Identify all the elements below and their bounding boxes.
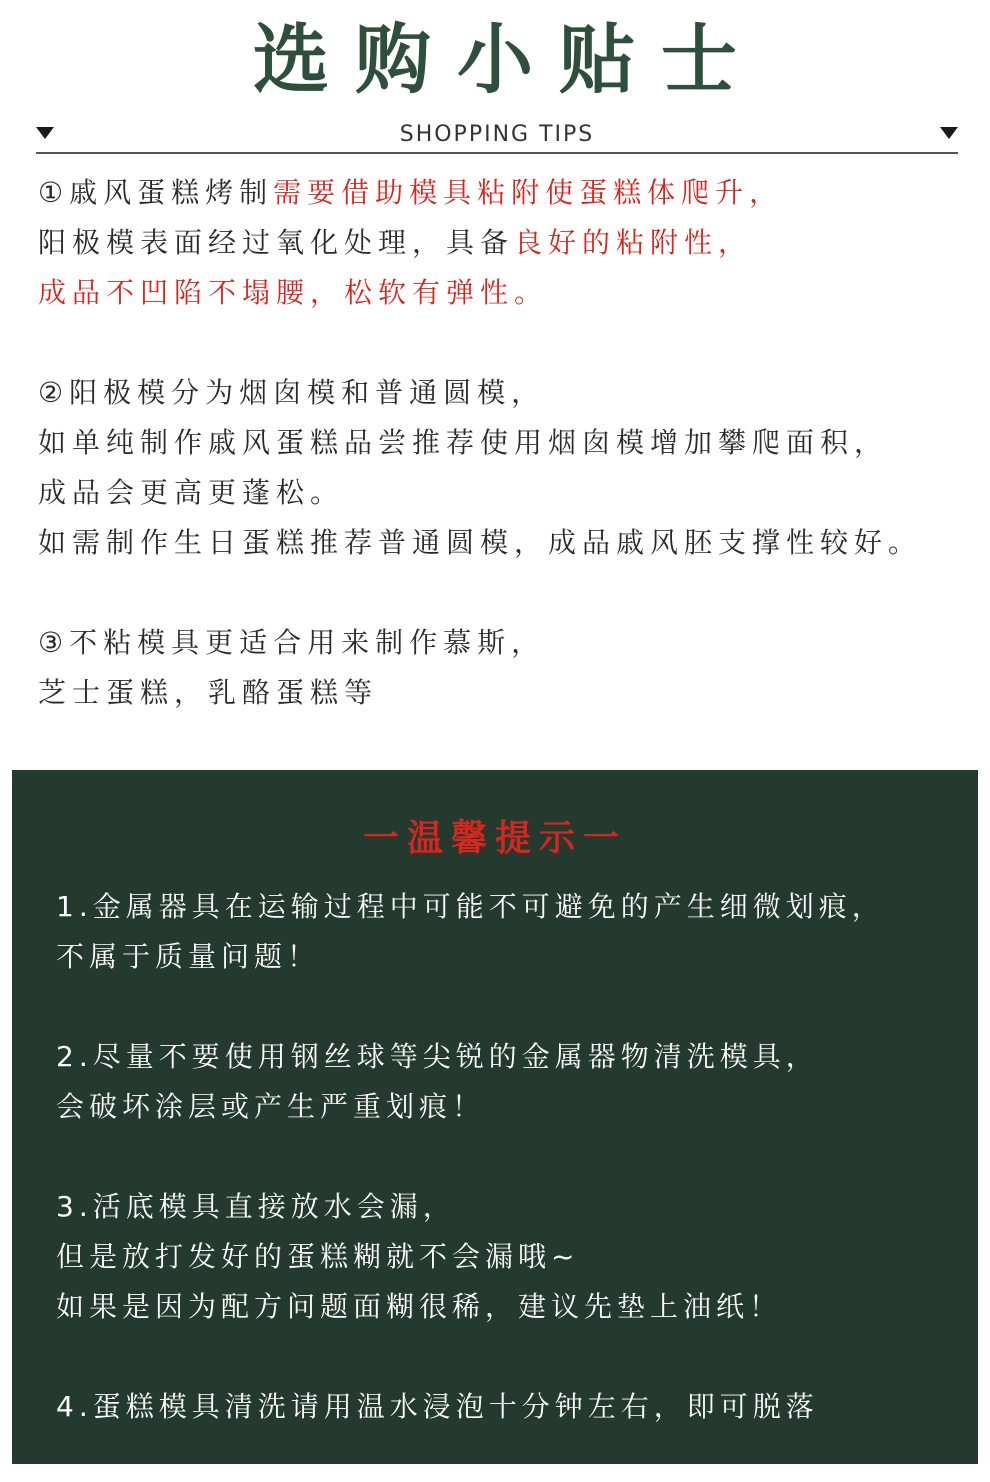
notice-line: 如果是因为配方问题面糊很稀，建议先垫上油纸！ [56,1290,783,1323]
shopping-tips [38,168,968,718]
tip-highlight: 良好的粘附性， [514,226,753,259]
page-title: 选购小贴士 [253,15,763,104]
tip-highlight: 需要借助模具粘附使蛋糕体爬升， [273,176,784,209]
subtitle-row [36,120,958,154]
notice-item [56,1382,956,1432]
tip-line [38,218,968,268]
tip-line: 成品会更高更蓬松。 [38,476,345,509]
subtitle: SHOPPING TIPS [399,122,595,147]
notice-item [56,882,956,982]
notice-line: 2.尽量不要使用钢丝球等尖锐的金属器物清洗模具， [56,1040,819,1073]
tip-1 [38,168,968,318]
tip-highlight: 成品不凹陷不塌腰，松软有弹性。 [38,276,549,309]
tip-3 [38,618,968,718]
notice-line: 1.金属器具在运输过程中可能不可避免的产生细微划痕， [56,890,885,923]
notice-item [56,1182,956,1332]
divider [36,152,958,154]
tip-line: 如单纯制作戚风蛋糕品尝推荐使用烟囱模增加攀爬面积， [38,426,889,459]
tip-text: ①戚风蛋糕烤制 [38,176,274,209]
tip-line: 芝士蛋糕，乳酪蛋糕等 [38,676,379,709]
tip-line: ③不粘模具更适合用来制作慕斯， [38,626,546,659]
notice-line: 会破坏涂层或产生严重划痕！ [56,1090,486,1123]
tip-text: 阳极模表面经过氧化处理，具备 [38,226,515,259]
tip-line: ②阳极模分为烟囱模和普通圆模， [38,376,546,409]
notice-list [56,882,956,1482]
tip-line: 如需制作生日蛋糕推荐普通圆模，成品戚风胚支撑性较好。 [38,526,923,559]
warm-notice-panel [12,770,978,1464]
notice-line: 3.活底模具直接放水会漏， [56,1190,456,1223]
notice-line: 但是放打发好的蛋糕糊就不会漏哦~ [56,1240,580,1273]
notice-heading: 一温馨提示一 [362,818,627,859]
notice-line: 不属于质量问题！ [56,940,321,973]
triangle-down-icon [940,127,958,139]
tip-2 [38,368,968,568]
tip-line [38,168,968,218]
notice-line: 4.蛋糕模具清洗请用温水浸泡十分钟左右，即可脱落 [56,1390,819,1423]
notice-item [56,1032,956,1132]
